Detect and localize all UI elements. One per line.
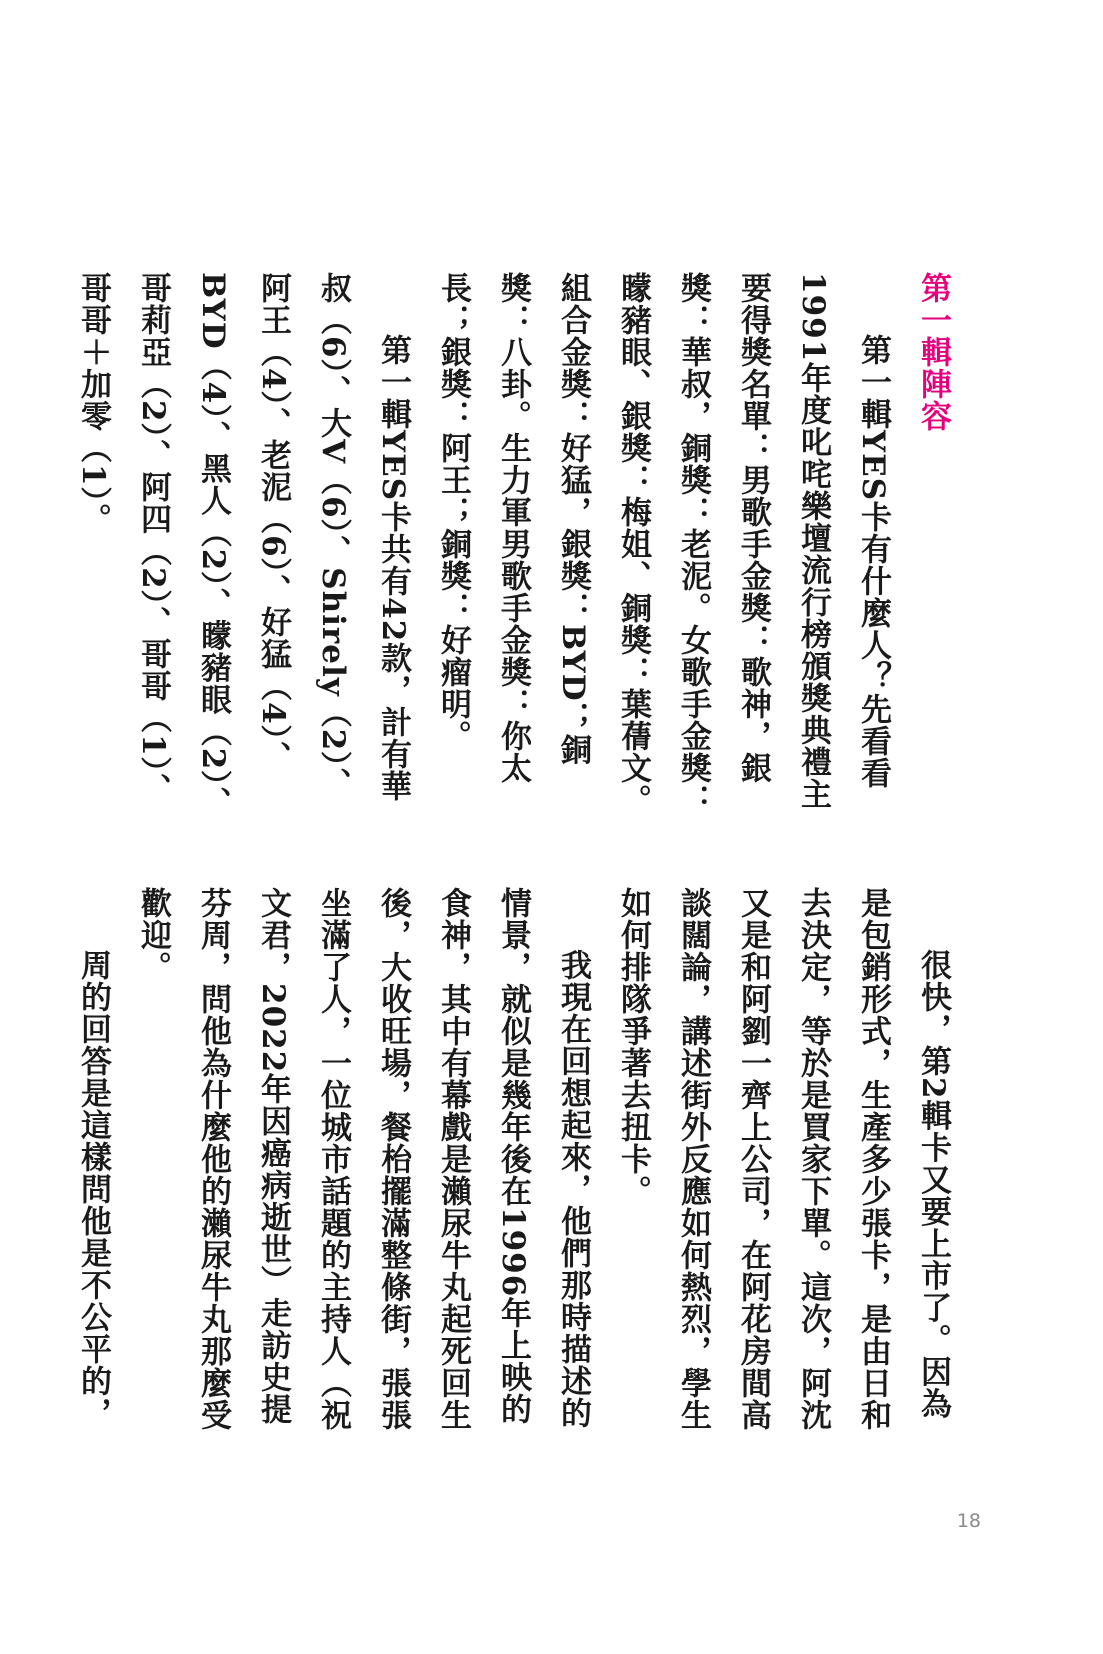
- page-number: 18: [956, 1510, 981, 1532]
- bottom-text-block: [63, 887, 963, 1442]
- paragraph-card-count: 第一輯YES卡共有42款，計有華叔（6）、大V（6）、Shirely（2）、阿王（4）、老泥（6）、好猛（4）、BYD（4）、黑人（2）、矇豬眼（2）、哥莉亞（2）、阿四（2）、哥哥（1）、哥哥＋加零（1）。: [75, 272, 411, 819]
- paragraph-award-list: 第一輯YES卡有什麼人？先看看1991年度叱咤樂壇流行榜頒獎典禮主要得獎名單：男歌手金獎：歌神，銀獎：華叔，銅獎：老泥。女歌手金獎：矇豬眼、銀獎：梅姐、銅獎：葉蒨文。組合金獎：好猛，銀獎：BYD；銅獎：八卦。生力軍男歌手金獎：你太長；銀獎：阿王；銅獎：好瘤明。: [435, 272, 891, 816]
- paragraph-answer: 周的回答是這樣問他是不公平的，: [75, 949, 111, 1429]
- top-text-block: [63, 272, 963, 827]
- section-heading: 第一輯陣容: [915, 272, 951, 432]
- paragraph-god-of-cookery: 我現在回想起來，他們那時描述的情景，就似是幾年後在1996年上映的食神，其中有幕戲是瀨尿牛丸起死回生後，大收旺場，餐枱擺滿整條街，張張坐滿了人，一位城市話題的主持人（祝文君，2022年因癌病逝世）走訪史提芬周，問他為什麼他的瀨尿牛丸那麼受歡迎。: [135, 887, 591, 1431]
- paragraph-second-series: 很快，第2輯卡又要上市了。因為是包銷形式，生產多少張卡，是由日和去決定，等於是買家下單。這次，阿沈又是和阿劉一齊上公司，在阿花房間高談闊論，講述街外反應如何熱烈，學生如何排隊爭著去扭卡。: [615, 887, 951, 1431]
